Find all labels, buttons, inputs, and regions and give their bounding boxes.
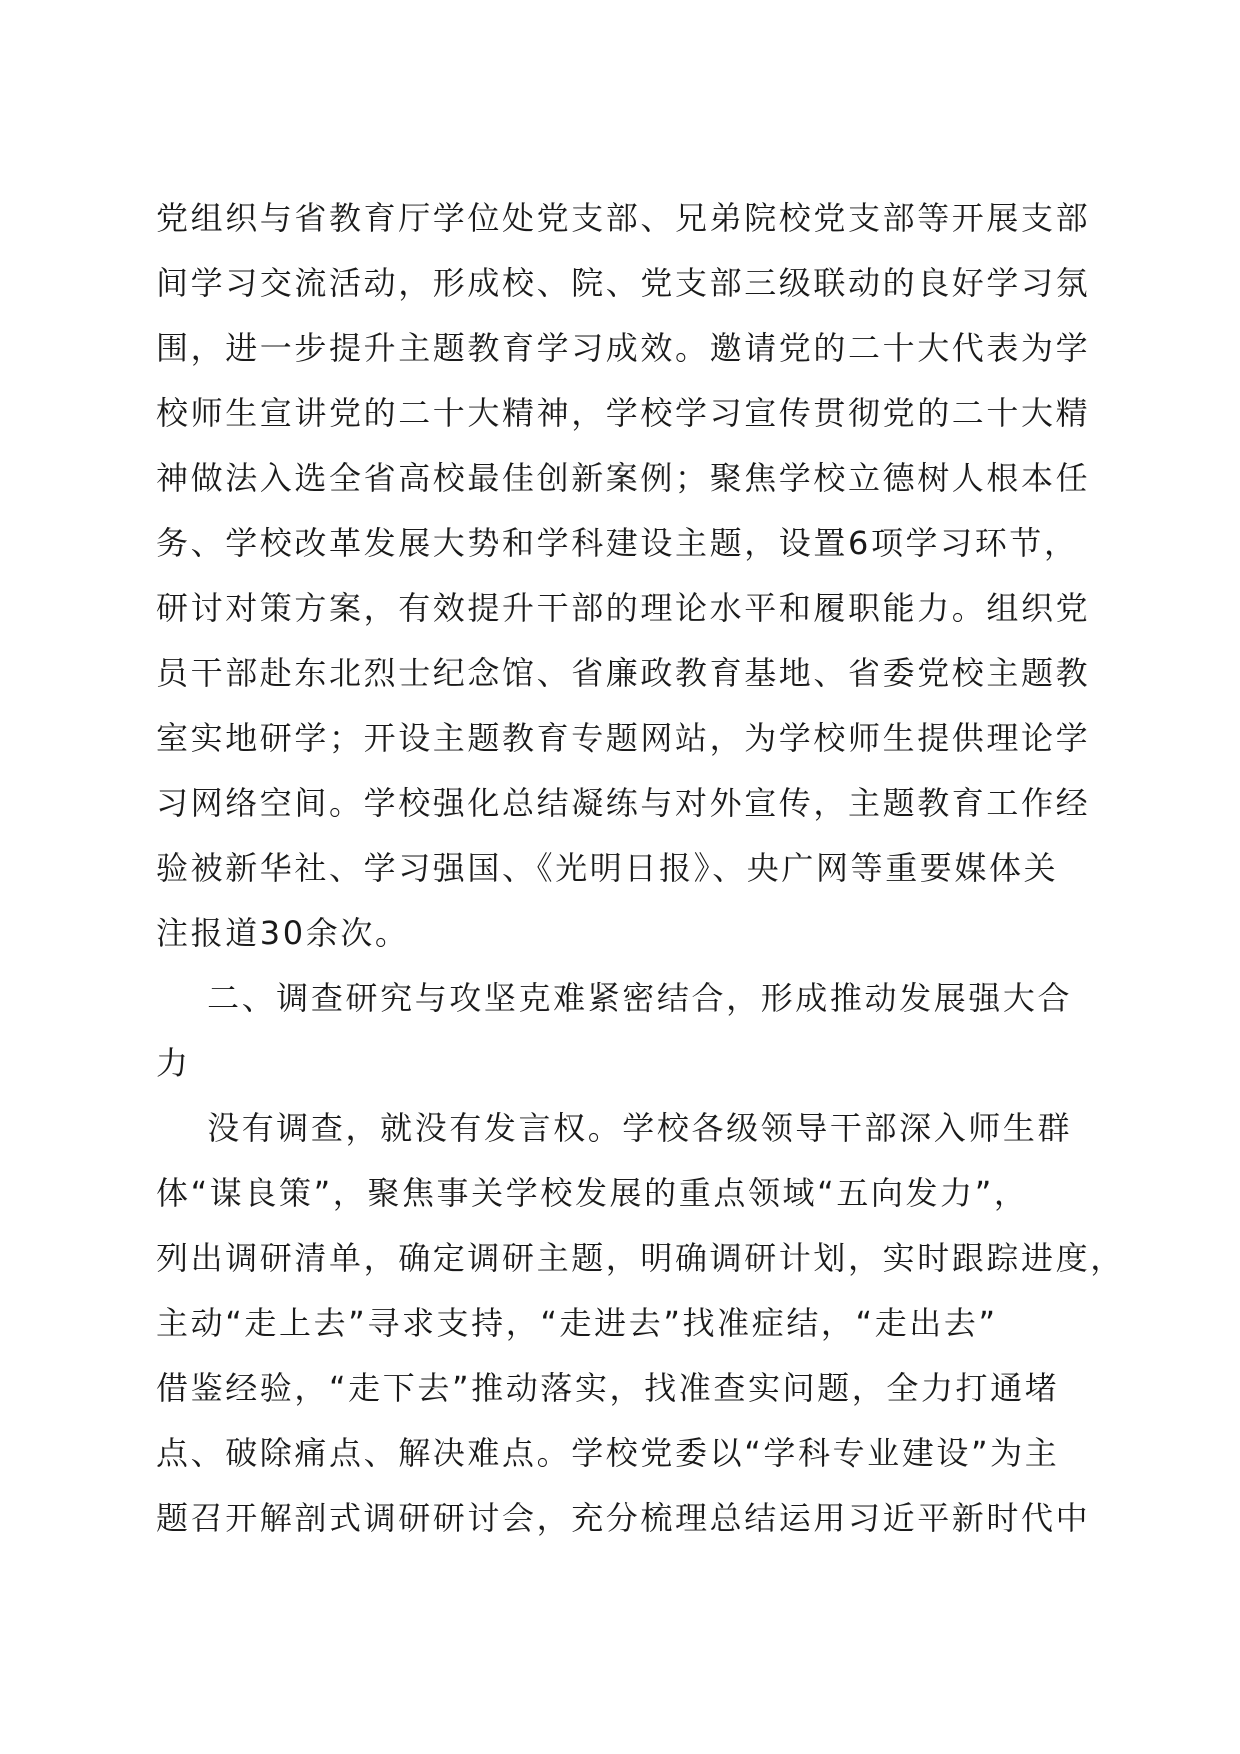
text-line: 体“谋良策”，聚焦事关学校发展的重点领域“五向发力”， (156, 1174, 1029, 1212)
text-line: 借鉴经验，“走下去”推动落实，找准查实问题，全力打通堵 (156, 1369, 1060, 1407)
text-line: 点、破除痛点、解决难点。学校党委以“学科专业建设”为主 (156, 1434, 1060, 1472)
text-line: 务、学校改革发展大势和学科建设主题，设置6项学习环节， (156, 524, 1079, 562)
text-line: 注报道30余次。 (156, 914, 410, 952)
text-line: 列出调研清单，确定调研主题，明确调研计划，实时跟踪进度， (156, 1239, 1125, 1277)
text-line: 验被新华社、学习强国、《光明日报》、央广网等重要媒体关 (156, 849, 1059, 887)
text-line: 习网络空间。学校强化总结凝练与对外宣传，主题教育工作经 (156, 784, 1091, 822)
text-line: 员干部赴东北烈士纪念馆、省廉政教育基地、省委党校主题教 (156, 654, 1091, 692)
document-body (156, 186, 1125, 1551)
text-line: 题召开解剖式调研研讨会，充分梳理总结运用习近平新时代中 (156, 1499, 1091, 1537)
text-line: 神做法入选全省高校最佳创新案例；聚焦学校立德树人根本任 (156, 459, 1091, 497)
section-heading: 力 (156, 1044, 191, 1082)
text-line: 间学习交流活动，形成校、院、党支部三级联动的良好学习氛 (156, 264, 1091, 302)
text-line: 主动“走上去”寻求支持，“走进去”找准症结，“走出去” (156, 1304, 998, 1342)
section-heading: 二、调查研究与攻坚克难紧密结合，形成推动发展强大合 (156, 979, 1073, 1017)
text-line: 围，进一步提升主题教育学习成效。邀请党的二十大代表为学 (156, 329, 1091, 367)
text-line: 校师生宣讲党的二十大精神，学校学习宣传贯彻党的二十大精 (156, 394, 1091, 432)
text-line: 没有调查，就没有发言权。学校各级领导干部深入师生群 (156, 1109, 1073, 1147)
text-line: 研讨对策方案，有效提升干部的理论水平和履职能力。组织党 (156, 589, 1091, 627)
text-line: 室实地研学；开设主题教育专题网站，为学校师生提供理论学 (156, 719, 1091, 757)
text-line: 党组织与省教育厅学位处党支部、兄弟院校党支部等开展支部 (156, 199, 1091, 237)
